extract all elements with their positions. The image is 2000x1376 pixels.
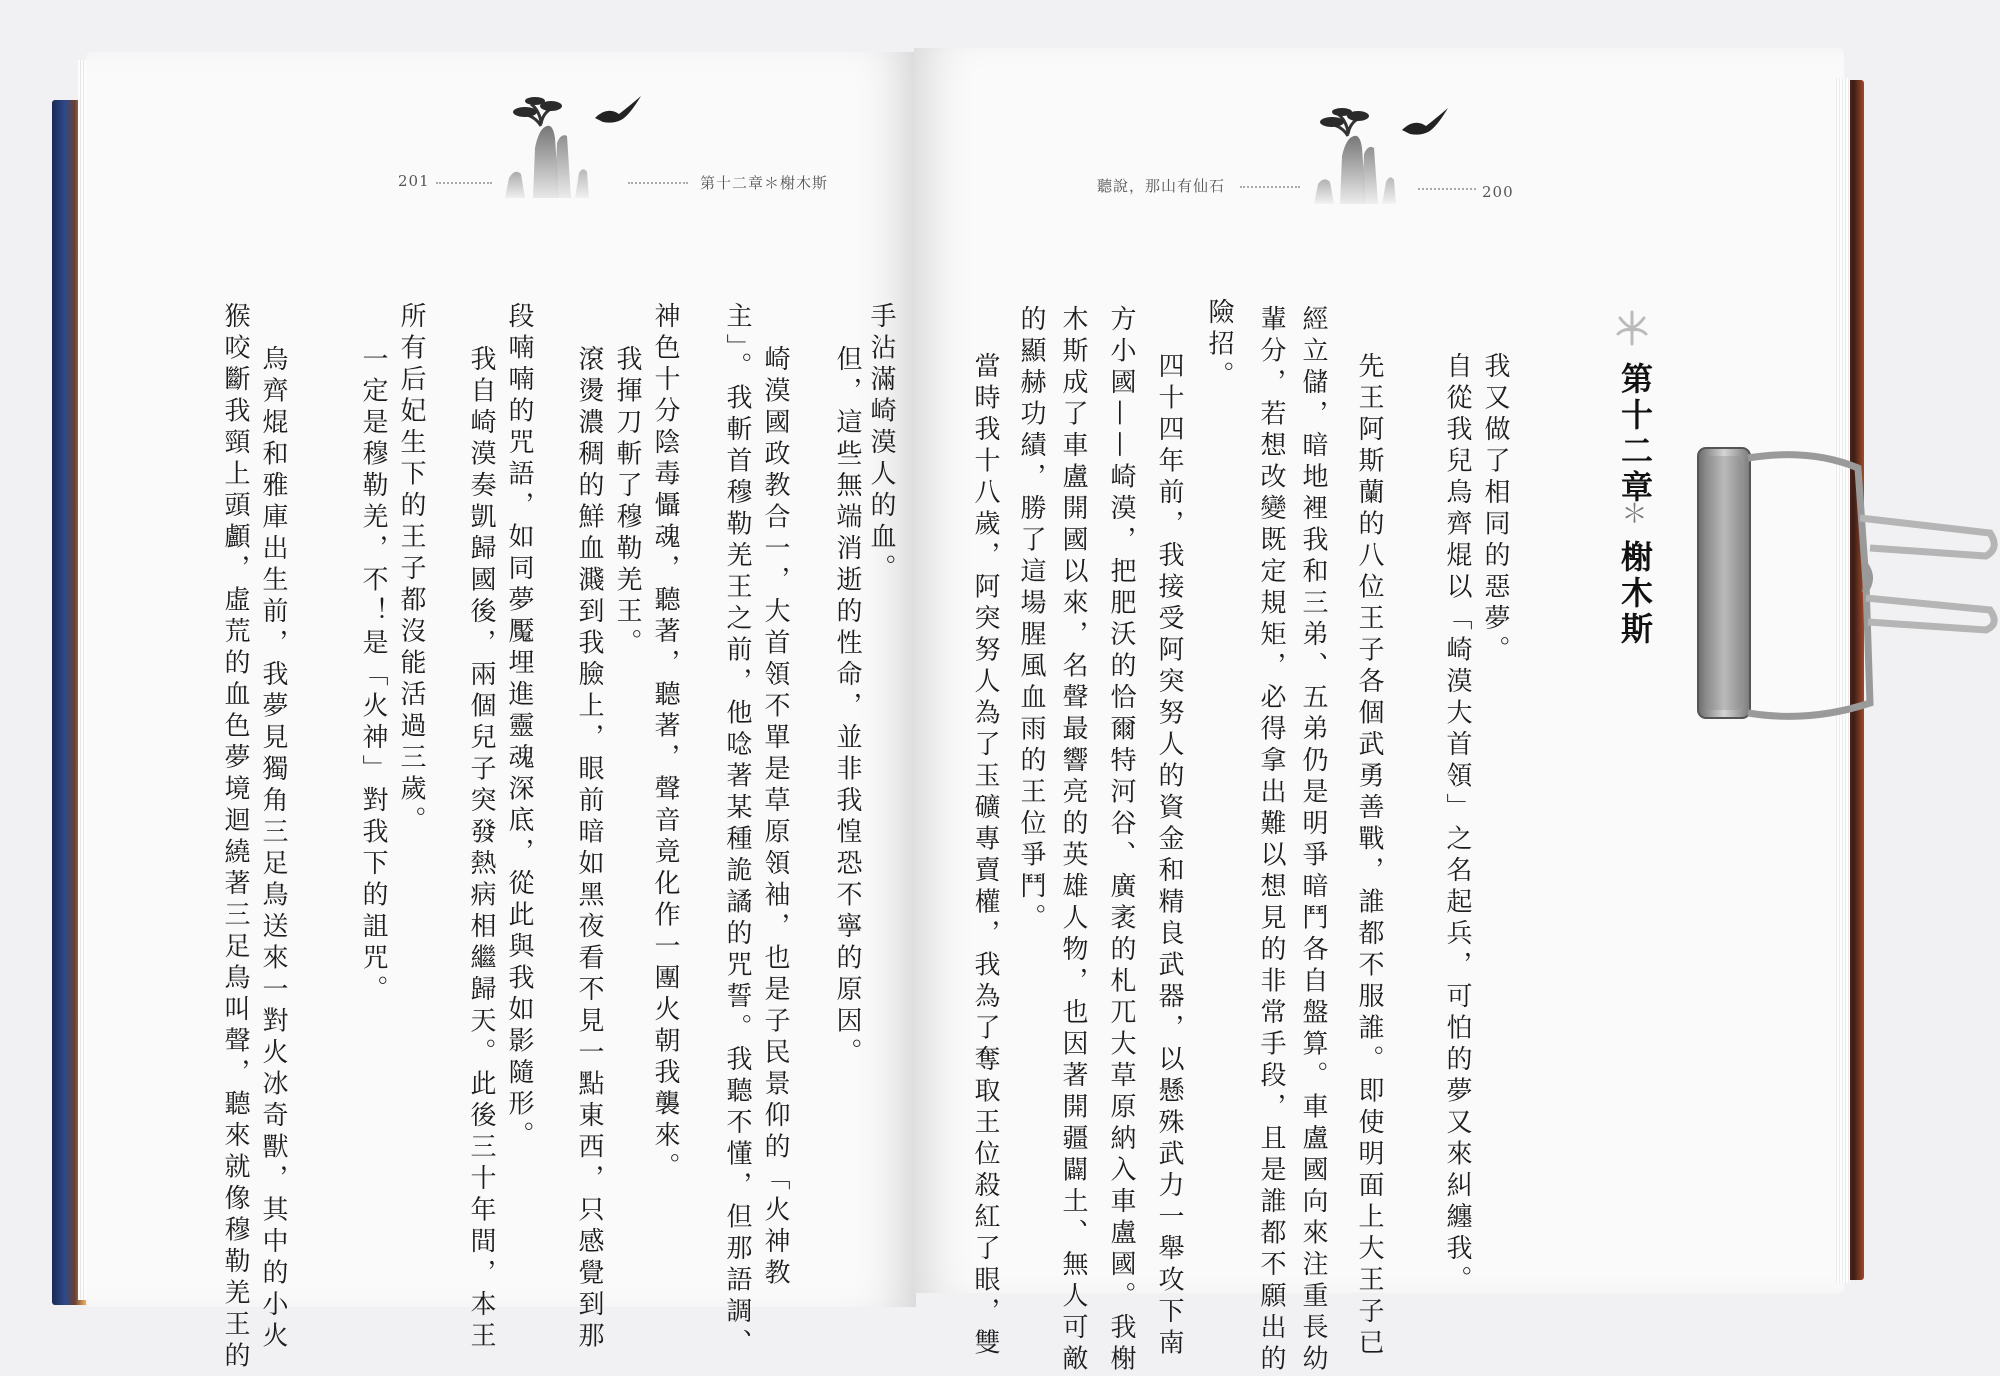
text-column: 經立儲，暗地裡我和三弟、五弟仍是明爭暗鬥各自盤算。車盧國向來注重長幼 [1298, 305, 1328, 1376]
right-page-number: 200 [1482, 183, 1514, 201]
text-column: 我揮刀斬了穆勒羌王。 [612, 345, 642, 660]
text-column: 自從我兒烏齊焜以「崎漠大首領」之名起兵，可怕的夢又來糾纏我。 [1442, 352, 1472, 1297]
text-column: 險招。 [1204, 298, 1234, 393]
header-dots [1240, 186, 1300, 188]
text-column: 當時我十八歲，阿突努人為了玉礦專賣權，我為了奪取王位殺紅了眼，雙 [970, 352, 1000, 1360]
text-column: 先王阿斯蘭的八位王子各個武勇善戰，誰都不服誰。即使明面上大王子已 [1354, 352, 1384, 1360]
text-column: 我又做了相同的惡夢。 [1480, 352, 1510, 667]
text-column: 但，這些無端消逝的性命，並非我惶恐不寧的原因。 [832, 345, 862, 1070]
chapter-separator: ＊ [1617, 500, 1647, 530]
text-column: 我自崎漠奏凱歸國後，兩個兒子突發熱病相繼歸天。此後三十年間，本王 [466, 345, 496, 1353]
text-column: 神色十分陰毒懾魂，聽著，聽著，聲音竟化作一團火朝我襲來。 [650, 302, 680, 1184]
text-column: 猴咬斷我頸上頭顱，虛荒的血色夢境迴繞著三足鳥叫聲，聽來就像穆勒羌王的 [220, 302, 250, 1373]
text-column: 段喃喃的咒語，如同夢魘埋進靈魂深底，從此與我如影隨形。 [504, 302, 534, 1153]
text-column: 烏齊焜和雅庫出生前，我夢見獨角三足鳥送來一對火冰奇獸，其中的小火 [258, 345, 288, 1353]
header-dots [436, 182, 492, 184]
mountain-pine-eagle-icon [1300, 104, 1450, 204]
text-column: 方小國——崎漠，把肥沃的恰爾特河谷、廣袤的札兀大草原納入車盧國。我榭 [1106, 305, 1136, 1376]
chapter-title-prefix: 第十二章 [1616, 362, 1654, 506]
text-column: 的顯赫功績，勝了這場腥風血雨的王位爭鬥。 [1016, 305, 1046, 935]
chapter-title-name: 榭木斯 [1616, 540, 1654, 648]
text-column: 四十四年前，我接受阿突努人的資金和精良武器，以懸殊武力一舉攻下南 [1154, 352, 1184, 1360]
binder-clip-icon [1690, 438, 2000, 738]
text-column: 滾燙濃稠的鮮血濺到我臉上，眼前暗如黑夜看不見一點東西，只感覺到那 [574, 345, 604, 1353]
text-column: 一定是穆勒羌，不！是「火神」對我下的詛咒。 [358, 345, 388, 1007]
text-column: 輩分，若想改變既定規矩，必得拿出難以想見的非常手段，且是誰都不願出的 [1256, 305, 1286, 1376]
left-page [86, 52, 916, 1307]
text-column: 木斯成了車盧開國以來，名聲最響亮的英雄人物，也因著開疆闢土、無人可敵 [1058, 305, 1088, 1376]
text-column: 手沾滿崎漠人的血。 [866, 302, 896, 586]
left-running-header: 第十二章＊榭木斯 [700, 174, 829, 192]
mountain-pine-eagle-icon [495, 88, 645, 198]
chapter-emblem-icon [1614, 308, 1650, 348]
text-column: 主」。我斬首穆勒羌王之前，他唸著某種詭譎的咒誓。我聽不懂，但那語調、 [722, 302, 752, 1360]
left-page-number: 201 [398, 172, 430, 190]
right-running-header: 聽說，那山有仙石 [1097, 177, 1226, 195]
text-column: 崎漠國政教合一，大首領不單是草原領袖，也是子民景仰的「火神教 [760, 345, 790, 1290]
text-column: 所有后妃生下的王子都沒能活過三歲。 [396, 302, 426, 838]
